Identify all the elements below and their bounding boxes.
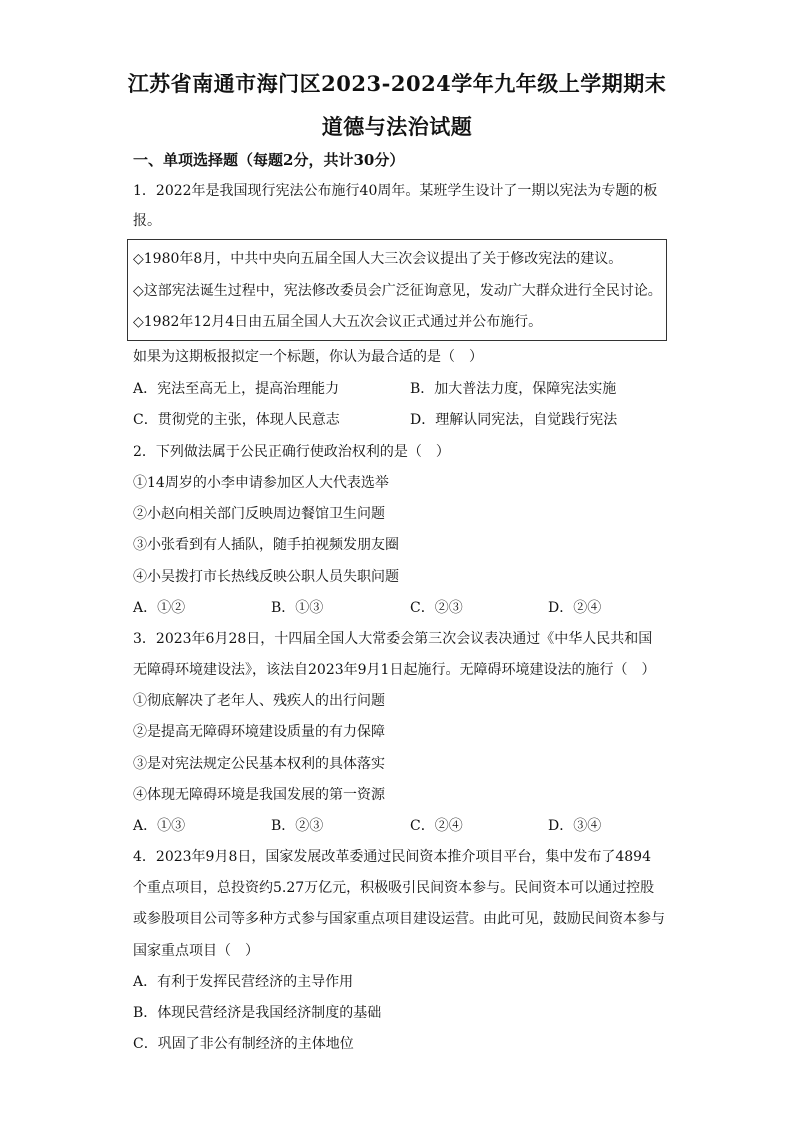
q4-option-b[interactable]: B．体现民营经济是我国经济制度的基础 <box>133 1005 382 1021</box>
q3-stem-line1: 3．2023年6月28日，十四届全国人大常委会第三次会议表决通过《中华人民共和国 <box>133 631 653 647</box>
q2-option-a[interactable]: A．①② <box>133 600 186 616</box>
q1-box-item: ◇这部宪法诞生过程中，宪法修改委员会广泛征询意见，发动广大群众进行全民讨论。 <box>133 283 662 299</box>
q2-item: ①14周岁的小李申请参加区人大代表选举 <box>133 475 389 491</box>
q3-item: ④体现无障碍环境是我国发展的第一资源 <box>133 787 385 803</box>
q4-option-c[interactable]: C．巩固了非公有制经济的主体地位 <box>133 1036 354 1052</box>
q3-option-d[interactable]: D．③④ <box>548 818 602 834</box>
q3-option-b[interactable]: B．②③ <box>271 818 324 834</box>
q3-item: ③是对宪法规定公民基本权利的具体落实 <box>133 756 385 772</box>
q1-option-a[interactable]: A．宪法至高无上，提高治理能力 <box>133 381 340 397</box>
q2-stem: 2．下列做法属于公民正确行使政治权利的是（ ） <box>133 444 450 460</box>
exam-title: 江苏省南通市海门区2023-2024学年九年级上学期期末 <box>127 71 667 96</box>
q4-stem-line2: 个重点项目，总投资约5.27万亿元，积极吸引民间资本参与。民间资本可以通过控股 <box>133 880 655 896</box>
q1-box-item: ◇1980年8月，中共中央向五届全国人大三次会议提出了关于修改宪法的建议。 <box>133 251 623 267</box>
q1-stem-line1: 1．2022年是我国现行宪法公布施行40周年。某班学生设计了一期以宪法为专题的板 <box>133 183 658 199</box>
q2-option-b[interactable]: B．①③ <box>271 600 324 616</box>
q4-option-a[interactable]: A．有利于发挥民营经济的主导作用 <box>133 974 354 990</box>
q1-box-item: ◇1982年12月4日由五届全国人大五次会议正式通过并公布施行。 <box>133 314 543 330</box>
q2-item: ④小吴拨打市长热线反映公职人员失职问题 <box>133 569 399 585</box>
q2-option-d[interactable]: D．②④ <box>548 600 602 616</box>
q1-question: 如果为这期板报拟定一个标题，你认为最合适的是（ ） <box>133 349 483 365</box>
q2-item: ③小张看到有人插队，随手拍视频发朋友圈 <box>133 537 399 553</box>
q3-option-a[interactable]: A．①③ <box>133 818 186 834</box>
q1-option-b[interactable]: B．加大普法力度，保障宪法实施 <box>410 381 617 397</box>
section-heading: 一、单项选择题（每题2分，共计30分） <box>133 151 405 169</box>
q2-item: ②小赵向相关部门反映周边餐馆卫生问题 <box>133 506 385 522</box>
q3-option-c[interactable]: C．②④ <box>410 818 463 834</box>
q4-stem-line3: 或参股项目公司等多种方式参与国家重点项目建设运营。由此可见，鼓励民间资本参与 <box>133 911 665 927</box>
q3-item: ①彻底解决了老年人、残疾人的出行问题 <box>133 693 385 709</box>
q4-stem-line4: 国家重点项目（ ） <box>133 943 259 959</box>
q3-item: ②是提高无障碍环境建设质量的有力保障 <box>133 724 385 740</box>
q3-stem-line2: 无障碍环境建设法》，该法自2023年9月1日起施行。无障碍环境建设法的施行（ ） <box>133 662 656 678</box>
q1-option-c[interactable]: C．贯彻党的主张，体现人民意志 <box>133 412 340 428</box>
exam-subtitle: 道德与法治试题 <box>321 114 473 139</box>
q1-stem-line2: 报。 <box>133 213 161 229</box>
q4-stem-line1: 4．2023年9月8日，国家发展改革委通过民间资本推介项目平台，集中发布了4894 <box>133 849 651 865</box>
q1-option-d[interactable]: D．理解认同宪法，自觉践行宪法 <box>410 412 618 428</box>
q2-option-c[interactable]: C．②③ <box>410 600 463 616</box>
